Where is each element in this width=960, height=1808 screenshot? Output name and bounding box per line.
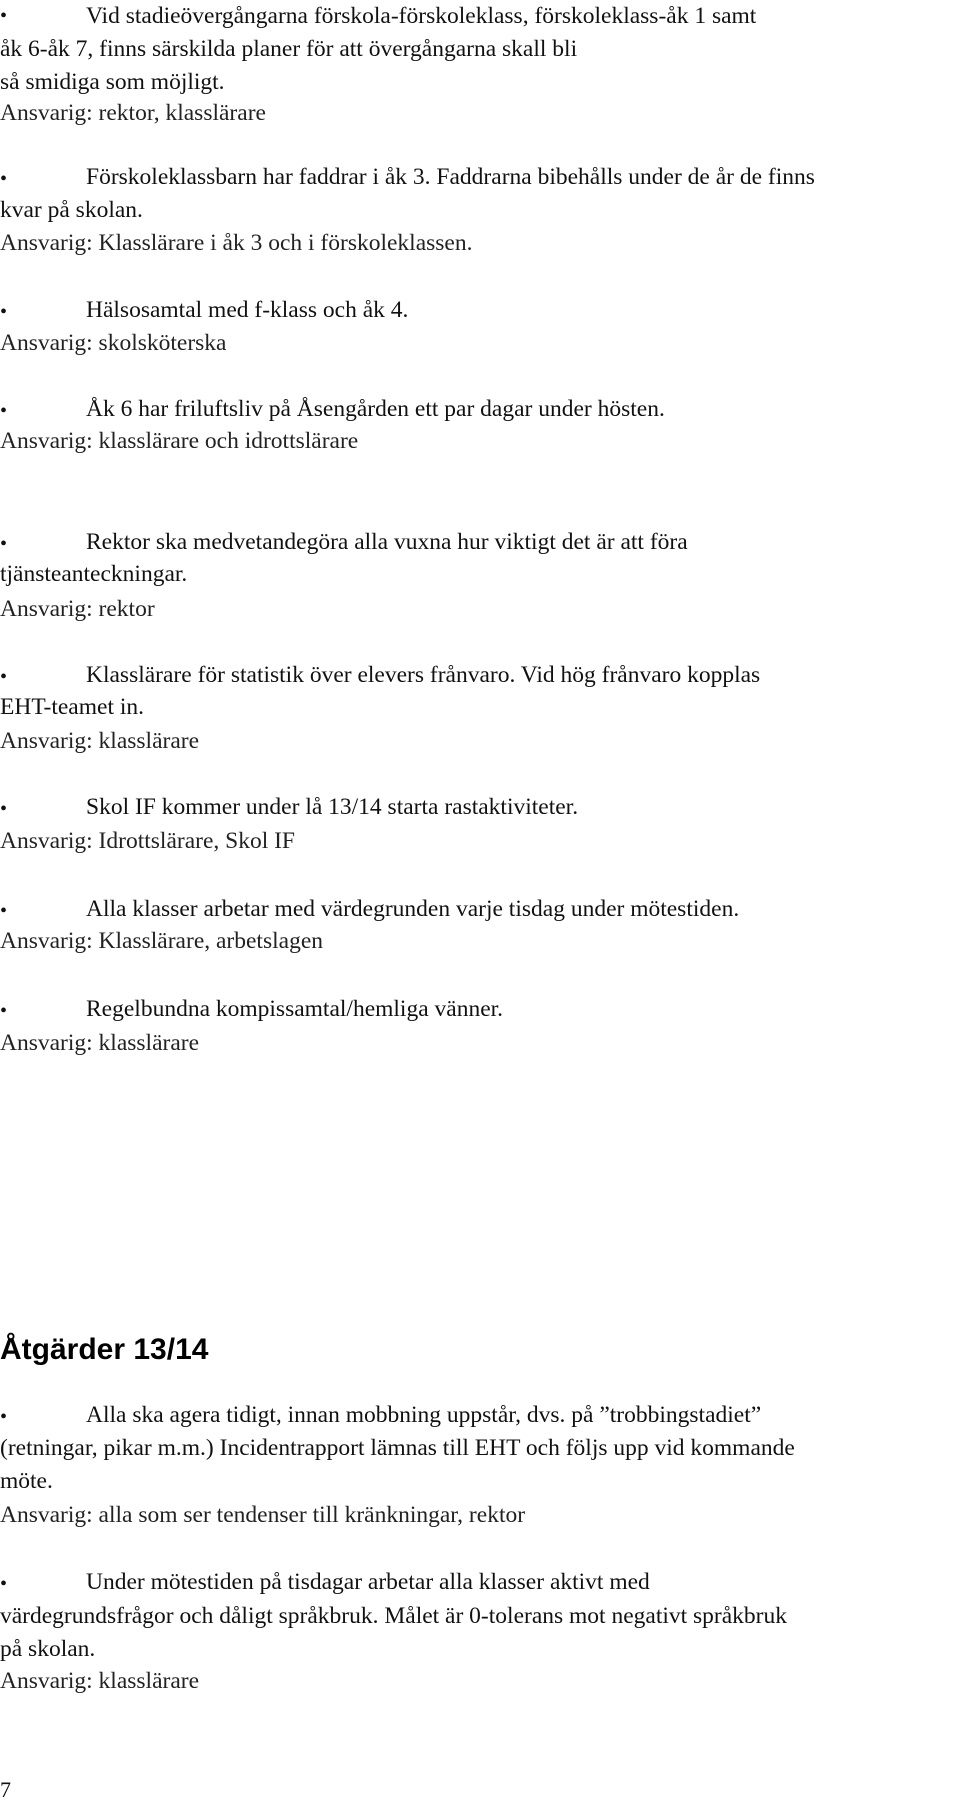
item-text-line: Hälsosamtal med f-klass och åk 4. (86, 297, 409, 323)
item-text-line: Under mötestiden på tisdagar arbetar alla klasser aktivt med (86, 1569, 650, 1595)
bullet: • (0, 900, 8, 922)
bullet: • (0, 666, 8, 688)
item-text-line: Klasslärare för statistik över elevers frånvaro. Vid hög frånvaro kopplas (86, 662, 761, 688)
responsible-line: Ansvarig: klasslärare (0, 728, 200, 754)
responsible-line: Ansvarig: klasslärare (0, 1030, 200, 1056)
item-text-line: så smidiga som möjligt. (0, 69, 225, 95)
item-text-line: Vid stadieövergångarna förskola-förskoleklass, förskoleklass-åk 1 samt (86, 3, 757, 29)
section-heading: Åtgärder 13/14 (0, 1333, 209, 1366)
responsible-line: Ansvarig: Idrottslärare, Skol IF (0, 828, 296, 854)
responsible-line: Ansvarig: alla som ser tendenser till kränkningar, rektor (0, 1502, 526, 1528)
item-text-line: värdegrundsfrågor och dåligt språkbruk. Målet är 0-tolerans mot negativt språkbruk (0, 1603, 788, 1629)
bullet: • (0, 301, 8, 323)
item-text-line: Alla klasser arbetar med värdegrunden varje tisdag under mötestiden. (86, 896, 740, 922)
item-text-line: tjänsteanteckningar. (0, 561, 188, 587)
item-text-line: möte. (0, 1468, 53, 1494)
responsible-line: Ansvarig: klasslärare och idrottslärare (0, 428, 359, 454)
item-text-line: Förskoleklassbarn har faddrar i åk 3. Faddrarna bibehålls under de år de finns (86, 164, 815, 190)
bullet: • (0, 798, 8, 820)
bullet: • (0, 1406, 8, 1428)
item-text-line: EHT-teamet in. (0, 694, 145, 720)
responsible-line: Ansvarig: rektor, klasslärare (0, 100, 266, 126)
item-text-line: Rektor ska medvetandegöra alla vuxna hur viktigt det är att föra (86, 529, 688, 555)
bullet: • (0, 168, 8, 190)
item-text-line: Alla ska agera tidigt, innan mobbning uppstår, dvs. på ”trobbingstadiet” (86, 1402, 762, 1428)
item-text-line: på skolan. (0, 1636, 96, 1662)
item-text-line: Skol IF kommer under lå 13/14 starta rastaktiviteter. (86, 794, 579, 820)
bullet: • (0, 1000, 8, 1022)
page-number: 7 (0, 1777, 11, 1802)
responsible-line: Ansvarig: Klasslärare i åk 3 och i förskoleklassen. (0, 230, 473, 256)
responsible-line: Ansvarig: skolsköterska (0, 330, 227, 356)
item-text-line: Regelbundna kompissamtal/hemliga vänner. (86, 996, 504, 1022)
bullet: • (0, 5, 8, 27)
responsible-line: Ansvarig: klasslärare (0, 1668, 200, 1694)
bullet: • (0, 533, 8, 555)
responsible-line: Ansvarig: Klasslärare, arbetslagen (0, 928, 323, 954)
bullet: • (0, 400, 8, 422)
responsible-line: Ansvarig: rektor (0, 596, 155, 622)
item-text-line: Åk 6 har friluftsliv på Åsengården ett par dagar under hösten. (86, 396, 665, 422)
item-text-line: åk 6-åk 7, finns särskilda planer för att övergångarna skall bli (0, 36, 578, 62)
item-text-line: kvar på skolan. (0, 197, 143, 223)
bullet: • (0, 1573, 8, 1595)
item-text-line: (retningar, pikar m.m.) Incidentrapport lämnas till EHT och följs upp vid kommande (0, 1435, 795, 1461)
